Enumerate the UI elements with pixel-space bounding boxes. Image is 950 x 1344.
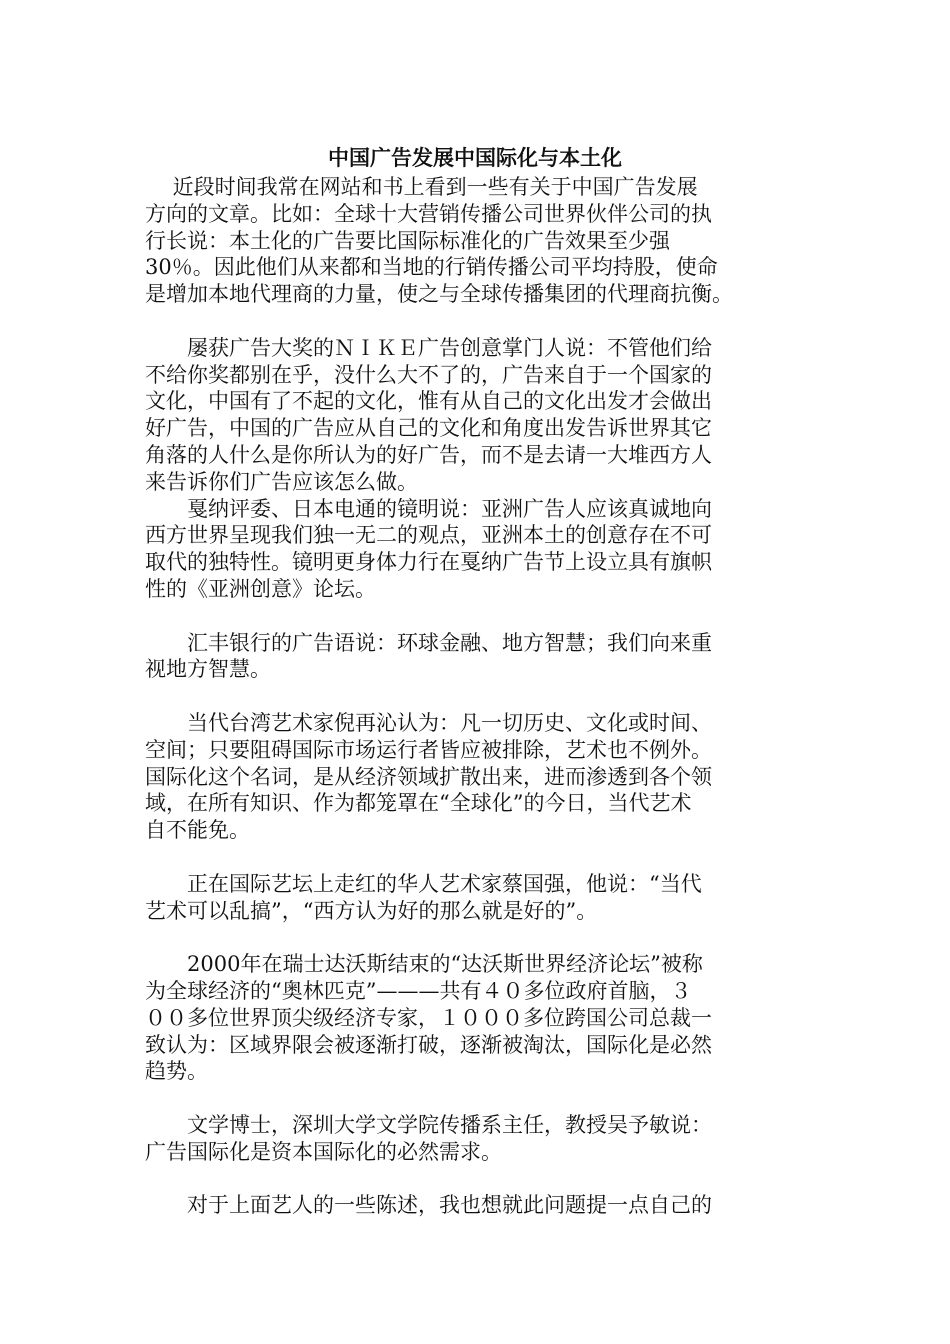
- paragraph-gap: [145, 1165, 795, 1192]
- paragraph-1: 近段时间我常在网站和书上看到一些有关于中国广告发展 方向的文章。比如：全球十大营销传播公司世界伙伴公司的执 行长说：本土化的广告要比国际标准化的广告效果至少强 30％。因此他们从来都和当地的行销传播公司平均持股，使命 是增加本地代理商的力量，使之与全球传播集团的代理商抗衡。: [145, 175, 733, 307]
- paragraph-gap: [145, 603, 795, 630]
- paragraph-gap: [145, 1085, 795, 1112]
- paragraph-7: 2000年在瑞士达沃斯结束的“达沃斯世界经济论坛”被称 为全球经济的“奥林匹克”———共有４０多位政府首脑，３ ００多位世界顶尖级经济专家，１０００多位跨国公司总裁一 致认为：区域界限会被逐渐打破，逐渐被淘汰，国际化是必然 趋势。: [145, 952, 712, 1084]
- document-body: [145, 174, 795, 1219]
- paragraph-5: 当代台湾艺术家倪再沁认为：凡一切历史、文化或时间、 空间；只要阻碍国际市场运行者皆应被排除，艺术也不例外。 国际化这个名词，是从经济领域扩散出来，进而渗透到各个领 域，在所有知识、作为都笼罩在“全球化”的今日，当代艺术 自不能免。: [145, 710, 712, 843]
- paragraph-4: 汇丰银行的广告语说：环球金融、地方智慧；我们向来重 视地方智慧。: [145, 630, 712, 682]
- document-title: 中国广告发展中国际化与本土化: [328, 145, 622, 170]
- paragraph-gap: [145, 308, 795, 335]
- paragraph-gap: [145, 924, 795, 951]
- paragraph-8: 文学博士，深圳大学文学院传播系主任，教授吴予敏说： 广告国际化是资本国际化的必然需求。: [145, 1112, 712, 1164]
- paragraph-2: 屡获广告大奖的ＮＩＫＥ广告创意掌门人说：不管他们给 不给你奖都别在乎，没什么大不了的，广告来自于一个国家的 文化，中国有了不起的文化，惟有从自己的文化出发才会做出 好广告，中国的广告应从自己的文化和角度出发告诉世界其它 角落的人什么是你所认为的好广告，而不是去请一大堆西方人 来告诉你们广告应该怎么做。: [145, 335, 712, 494]
- paragraph-6: 正在国际艺坛上走红的华人艺术家蔡国强，他说：“当代 艺术可以乱搞”，“西方认为好的那么就是好的”。: [145, 871, 702, 923]
- paragraph-gap: [145, 683, 795, 710]
- paragraph-9: 对于上面艺人的一些陈述，我也想就此问题提一点自己的: [145, 1193, 712, 1218]
- paragraph-gap: [145, 844, 795, 871]
- paragraph-3: 戛纳评委、日本电通的镜明说：亚洲广告人应该真诚地向 西方世界呈现我们独一无二的观点，亚洲本土的创意存在不可 取代的独特性。镜明更身体力行在戛纳广告节上设立具有旗帜 性的《亚洲创意》论坛。: [145, 496, 712, 601]
